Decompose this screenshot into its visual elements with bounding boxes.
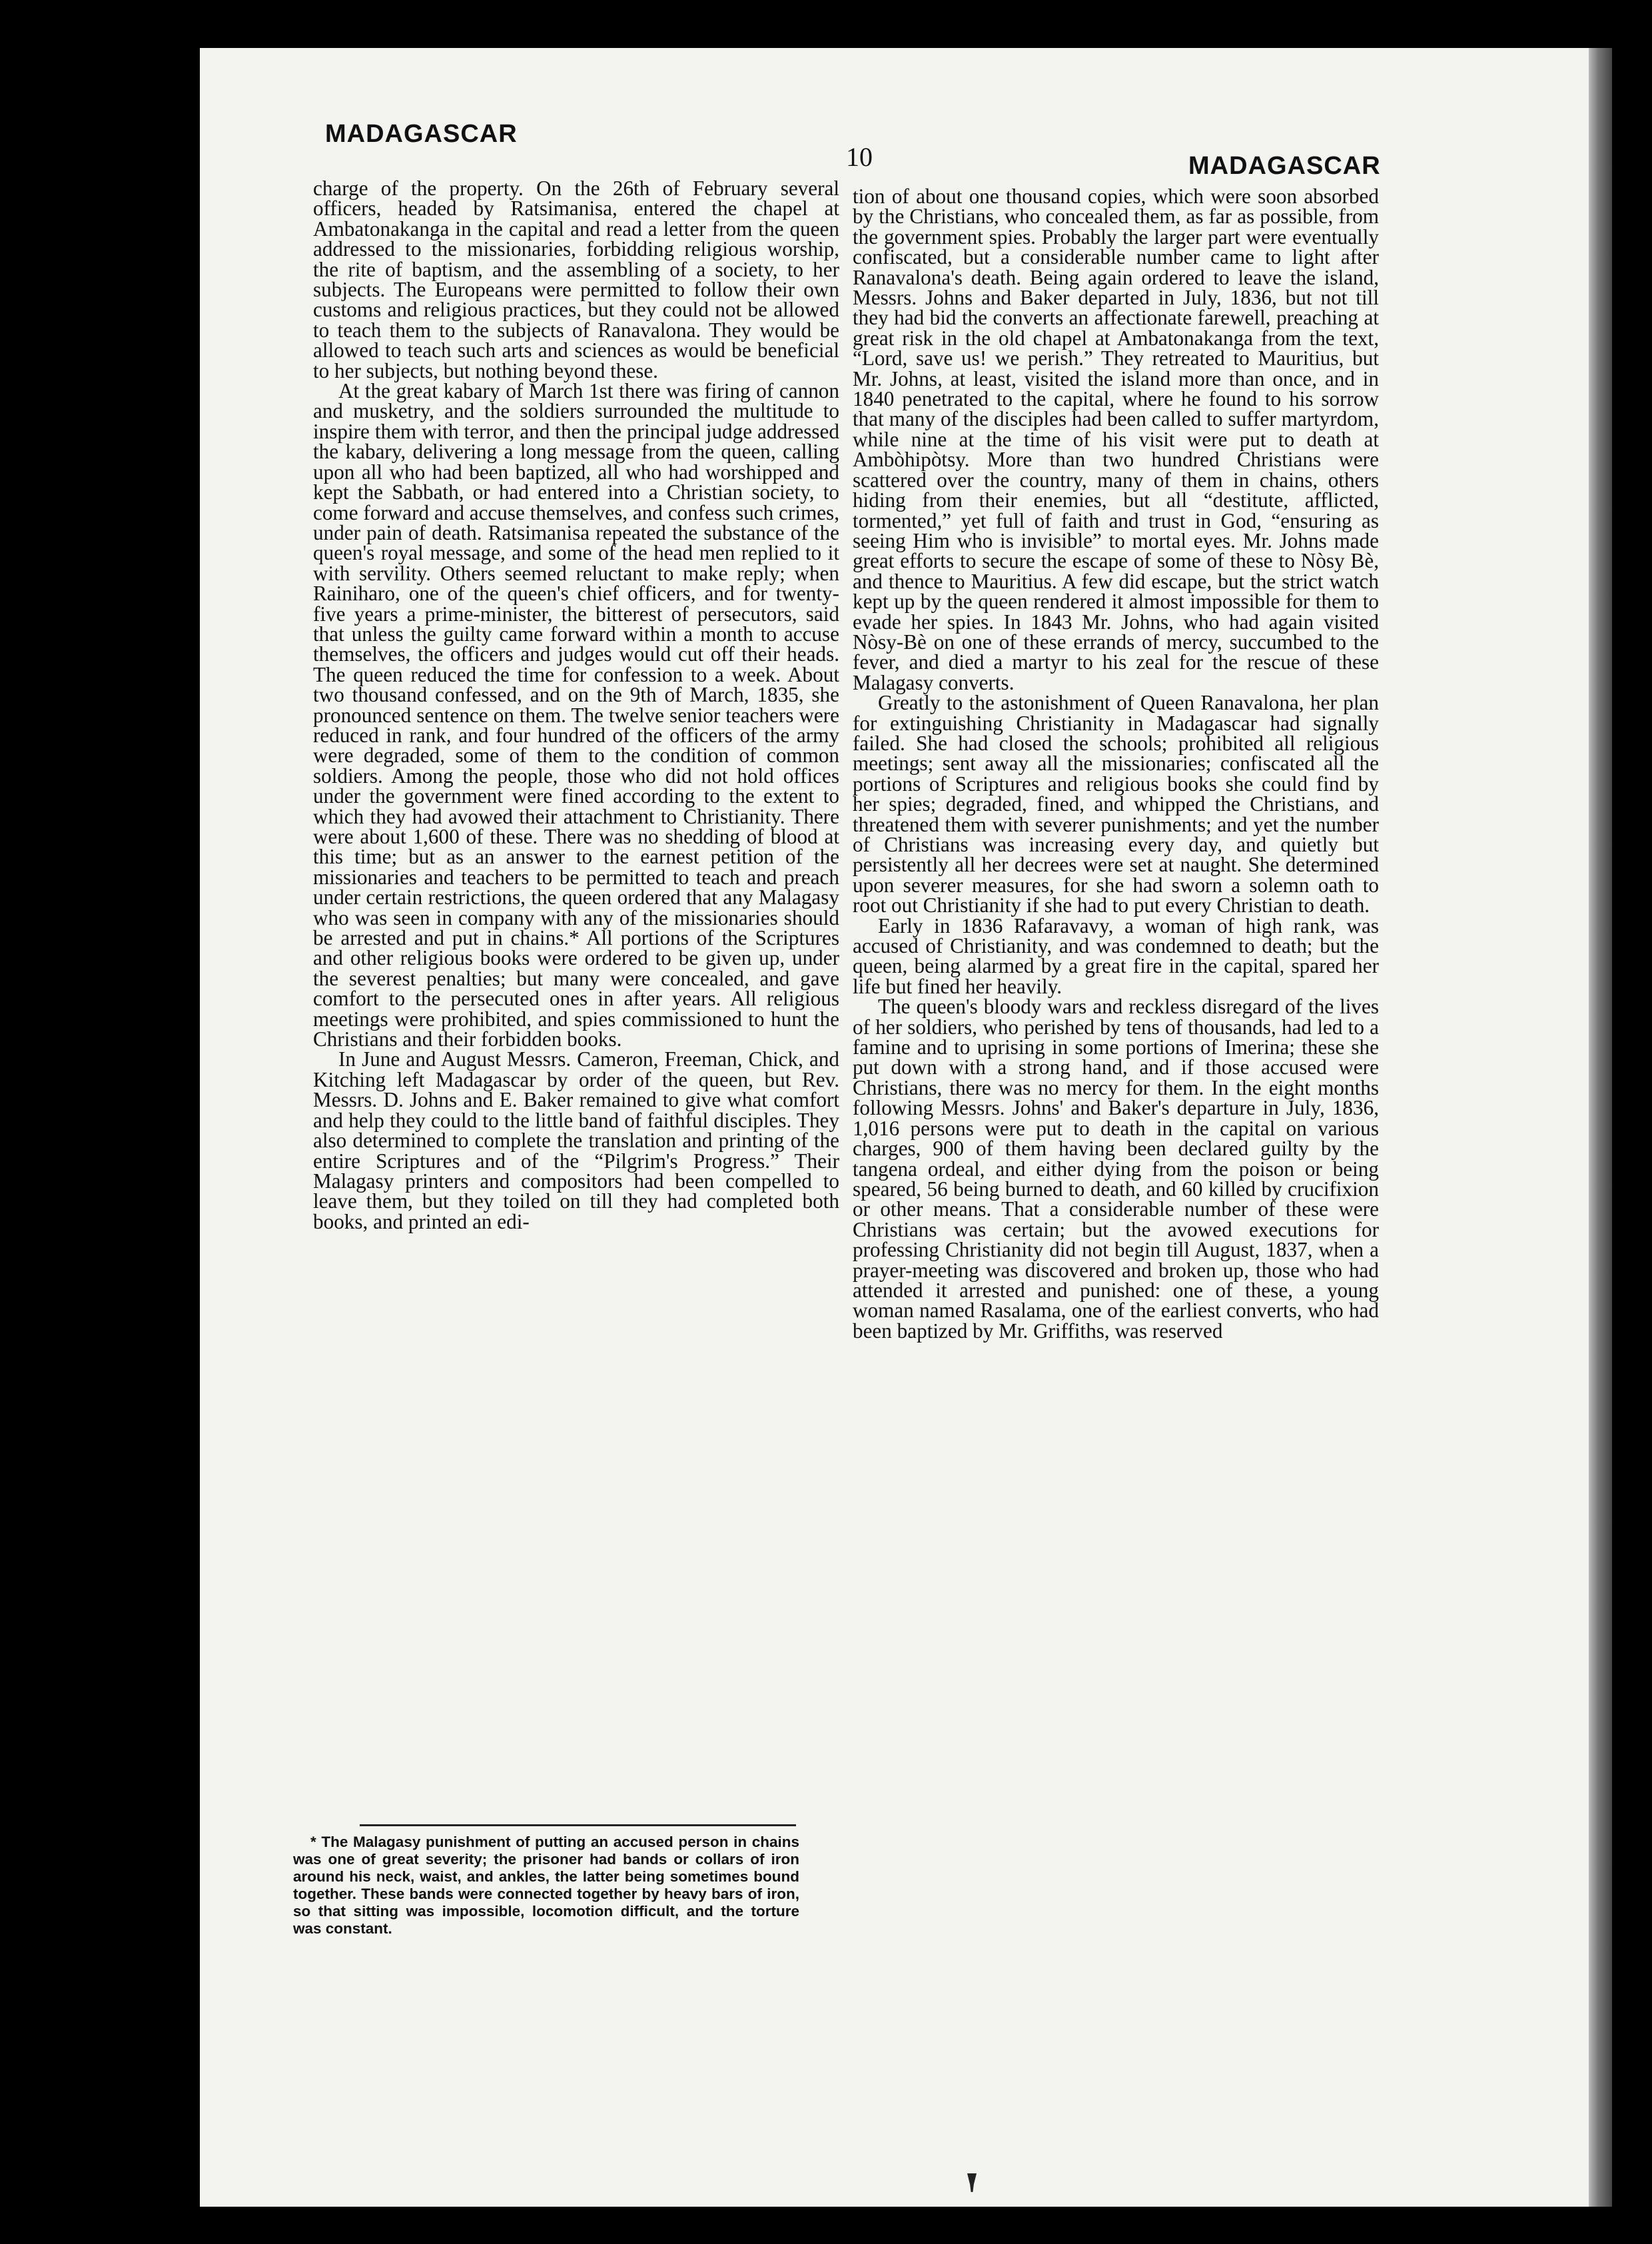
paragraph: Greatly to the astonishment of Queen Ranavalona, her plan for extinguishing Christianity in Madagascar had signally failed. She had closed the schools; prohibited all religious meetings; sent away all the missionaries; confiscated all the portions of Scriptures and religious books she could find by her spies; degraded, fined, and whipped the Christians, and threatened them with severer punishments; and yet the number of Christians was increasing every day, and quietly but persistently all her decrees were set at naught. She determined upon severer measures, for she had sworn a solemn oath to root out Christianity if she had to put every Christian to death.: [853, 691, 1379, 917]
paragraph: charge of the property. On the 26th of February several officers, headed by Ratsimanisa, entered the chapel at Ambatonakanga in the capital and read a letter from the queen addressed to the missionaries, forbidding religious worship, the rite of baptism, and the assembling of a society, to her subjects. The Europeans were permitted to follow their own customs and religious practices, but they could not be allowed to teach them to the subjects of Ranavalona. They would be allowed to teach such arts and sciences as would be beneficial to her subjects, but nothing beyond these.: [313, 177, 839, 382]
page-edge: [1589, 48, 1612, 2207]
running-head-left: MADAGASCAR: [325, 120, 518, 148]
footnote-text: * The Malagasy punishment of putting an accused person in chains was one of great severity; the prisoner had bands or collars of iron around his neck, waist, and ankles, the latter being sometimes bound together. These bands were connected together by heavy bars of iron, so that sitting was impossible, locomotion difficult, and the torture was constant.: [293, 1834, 799, 1937]
running-head-right: MADAGASCAR: [1188, 152, 1381, 180]
right-column: [853, 187, 1379, 1341]
paragraph: At the great kabary of March 1st there was firing of cannon and musketry, and the soldiers surrounded the multitude to inspire them with terror, and then the principal judge addressed the kabary, delivering a long message from the queen, calling upon all who had been baptized, all who had worshipped and kept the Sabbath, or had entered into a Christian society, to come forward and accuse themselves, and confess such crimes, under pain of death. Ratsimanisa repeated the substance of the queen's royal message, and some of the head men replied to it with servility. Others seemed reluctant to make reply; when Rainiharo, one of the queen's chief officers, and for twenty-five years a prime-minister, the bitterest of persecutors, said that unless the guilty came forward within a month to accuse themselves, the officers and judges would cut off their heads. The queen reduced the time for confession to a week. About two thousand confessed, and on the 9th of March, 1835, she pronounced sentence on them. The twelve senior teachers were reduced in rank, and four hundred of the officers of the army were degraded, some of them to the condition of common soldiers. Among the people, those who did not hold offices under the government were fined according to the extent to which they had avowed their attachment to Christianity. There were about 1,600 of these. There was no shedding of blood at this time; but as an answer to the earnest petition of the missionaries and teachers to be permitted to teach and preach under certain restrictions, the queen ordered that any Malagasy who was seen in company with any of the missionaries should be arrested and put in chains.* All portions of the Scriptures and other religious books were ordered to be given up, under the severest penalties; but many were concealed, and gave comfort to the persecuted ones in after years. All religious meetings were prohibited, and spies commissioned to hunt the Christians and their forbidden books.: [313, 379, 839, 1051]
paragraph: The queen's bloody wars and reckless disregard of the lives of her soldiers, who perished by tens of thousands, had led to a famine and to uprising in some portions of Imerina; these she put down with a strong hand, and if those accused were Christians, there was no mercy for them. In the eight months following Messrs. Johns' and Baker's departure in July, 1836, 1,016 persons were put to death in the capital on various charges, 900 of them having been declared guilty by the tangena ordeal, and either dying from the poison or being speared, 56 being burned to death, and 60 killed by crucifixion or other means. That a considerable number of these were Christians was certain; but the avowed executions for professing Christianity did not begin till August, 1837, when a prayer-meeting was discovered and broken up, those who had attended it arrested and punished: one of these, a young woman named Rasalama, one of the earliest converts, who had been baptized by Mr. Griffiths, was reserved: [853, 995, 1379, 1343]
footnote-rule: [360, 1824, 796, 1826]
paragraph: In June and August Messrs. Cameron, Freeman, Chick, and Kitching left Madagascar by order of the queen, but Rev. Messrs. D. Johns and E. Baker remained to give what comfort and help they could to the little band of faithful disciples. They also determined to complete the translation and printing of the entire Scriptures and of the “Pilgrim's Progress.” Their Malagasy printers and compositors had been compelled to leave them, but they toiled on till they had completed both books, and printed an edi-: [313, 1047, 839, 1233]
paragraph: Early in 1836 Rafaravavy, a woman of high rank, was accused of Christianity, and was condemned to death; but the queen, being alarmed by a great fire in the capital, spared her life but fined her heavily.: [853, 913, 1379, 998]
page-number: 10: [846, 142, 873, 172]
left-column: [313, 179, 839, 1232]
paragraph: tion of about one thousand copies, which were soon absorbed by the Christians, who concealed them, as far as possible, from the government spies. Probably the larger part were eventually confiscated, but a considerable number came to light after Ranavalona's death. Being again ordered to leave the island, Messrs. Johns and Baker departed in July, 1836, but not till they had bid the converts an affectionate farewell, preaching at great risk in the old chapel at Ambatonakanga from the text, “Lord, save us! we perish.” They retreated to Mauritius, but Mr. Johns, at least, visited the island more than once, and in 1840 penetrated to the capital, where he found to his sorrow that many of the disciples had been called to suffer martyrdom, while nine at the time of his visit were put to death at Ambòhipòtsy. More than two hundred Christians were scattered over the country, many of them in chains, others hiding from their enemies, but all “destitute, afflicted, tormented,” yet full of faith and trust in God, “ensuring as seeing Him who is invisible” to mortal eyes. Mr. Johns made great efforts to secure the escape of some of these to Nòsy Bè, and thence to Mauritius. A few did escape, but the strict watch kept up by the queen rendered it almost impossible for them to evade her spies. In 1843 Mr. Johns, who had again visited Nòsy-Bè on one of these errands of mercy, succumbed to the fever, and died a martyr to his zeal for the rescue of these Malagasy converts.: [853, 185, 1379, 694]
footnote: [293, 1834, 799, 1938]
